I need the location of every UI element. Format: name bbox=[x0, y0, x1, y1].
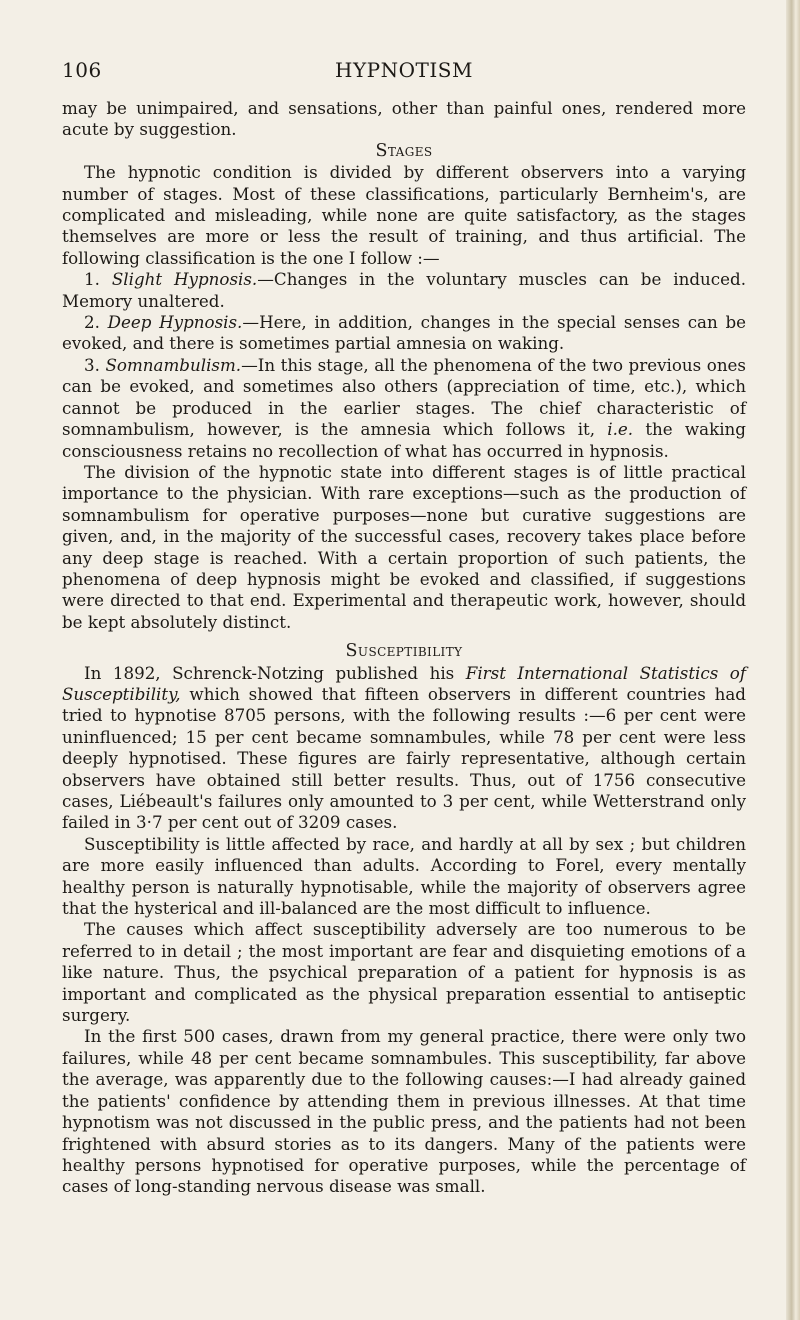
page-number: 106 bbox=[62, 58, 102, 82]
stage-description: —In this stage, all the phenomena of the two previous ones can be evoked, and sometimes also others (appreciation of time, etc.), which cannot be produced in the earlier stages. The chief characteristic of somnambulism, however, is the amnesia which follows it, bbox=[62, 354, 747, 440]
stage-description: —Changes in the voluntary muscles can be induced. Memory unaltered. bbox=[62, 269, 746, 311]
stage-number: 3. bbox=[84, 354, 106, 375]
paragraph-continued: may be unimpaired, and sensations, other than painful ones, rendered more acute by suggestion. bbox=[62, 98, 746, 140]
stage-item-deep-hypnosis bbox=[62, 312, 746, 355]
stage-term: Deep Hypnosis. bbox=[107, 312, 243, 333]
section-heading-susceptibility: Susceptibility bbox=[345, 641, 463, 662]
paragraph-stage-division: The division of the hypnotic state into different stages is of little practical importance to the physician. With rare exceptions—such as the production of somnambulism for operative purposes—none but curative suggestions are given, and, in the majority of the successful cases, recovery takes place before any deep stage is reached. With a certain proportion of such patients, the phenomena of deep hypnosis might be evoked and classified, if suggestions were directed to that end. Experimental and therapeutic work, however, should be kept absolutely distinct. bbox=[62, 461, 746, 632]
stage-description-end: the waking consciousness retains no recollection of what has occurred in hypnosis. bbox=[62, 419, 746, 461]
stage-number: 2. bbox=[84, 312, 108, 333]
page-header bbox=[62, 58, 746, 88]
section-heading-stages: Stages bbox=[375, 140, 433, 161]
ie-abbreviation: i.e. bbox=[607, 419, 634, 440]
statistics-text-end: which showed that fifteen observers in different countries had tried to hypnotise 8705 persons, with the following results :—6 per cent were uninfluenced; 15 per cent became somnambules, while 78 per cent were less deeply hypnotised. These figures are fairly representative, although certain observers have obtained still better results. Thus, out of 1756 consecutive cases, Liébeault's failures only amounted to 3 per cent, while Wetterstrand only failed in 3·7 per cent out of 3209 cases. bbox=[62, 683, 746, 833]
paragraph-race-sex: Susceptibility is little affected by race, and hardly at all by sex ; but children are more easily influenced than adults. According to Forel, every mentally healthy person is naturally hypnotisable, while the majority of observers agree that the hysterical and ill-balanced are the most difficult to influence. bbox=[62, 833, 746, 919]
stage-term: Slight Hypnosis. bbox=[111, 269, 258, 290]
book-page bbox=[62, 58, 746, 1198]
paragraph-causes: The causes which affect susceptibility adversely are too numerous to be referred to in detail ; the most important are fear and disquieting emotions of a like nature. Thus, the psychical preparation of a patient for hypnosis is as important and complicated as the physical preparation essential to antiseptic surgery. bbox=[62, 919, 746, 1026]
stage-number: 1. bbox=[84, 269, 112, 290]
stage-term: Somnambulism. bbox=[105, 354, 242, 375]
stage-item-slight-hypnosis bbox=[62, 269, 746, 312]
running-title: HYPNOTISM bbox=[335, 58, 473, 82]
stage-item-somnambulism bbox=[62, 355, 746, 462]
stage-description: —Here, in addition, changes in the special senses can be evoked, and there is sometimes partial amnesia on waking. bbox=[62, 312, 746, 354]
body-text bbox=[62, 98, 746, 1198]
statistics-text-start: In 1892, Schrenck-Notzing published his bbox=[84, 662, 466, 683]
paragraph-stages-intro: The hypnotic condition is divided by different observers into a varying number of stages. Most of these classifications, particularly Bernheim's, are complicated and misleading, while none are quite satisfactory, as the stages themselves are more or less the result of training, and thus artificial. The following classification is the one I follow :— bbox=[62, 162, 746, 268]
publication-title: First International Statistics of Susceptibility, bbox=[62, 662, 746, 704]
paragraph-statistics bbox=[62, 663, 746, 834]
page-edge bbox=[786, 0, 800, 1320]
paragraph-first-500-cases: In the first 500 cases, drawn from my general practice, there were only two failures, while 48 per cent became somnambules. This susceptibility, far above the average, was apparently due to the following causes:—I had already gained the patients' confidence by attending them in previous illnesses. At that time hypnotism was not discussed in the public press, and the patients had not been frightened with absurd stories as to its dangers. Many of the patients were healthy persons hypnotised for operative purposes, while the percentage of cases of long-standing nervous disease was small. bbox=[62, 1026, 746, 1197]
